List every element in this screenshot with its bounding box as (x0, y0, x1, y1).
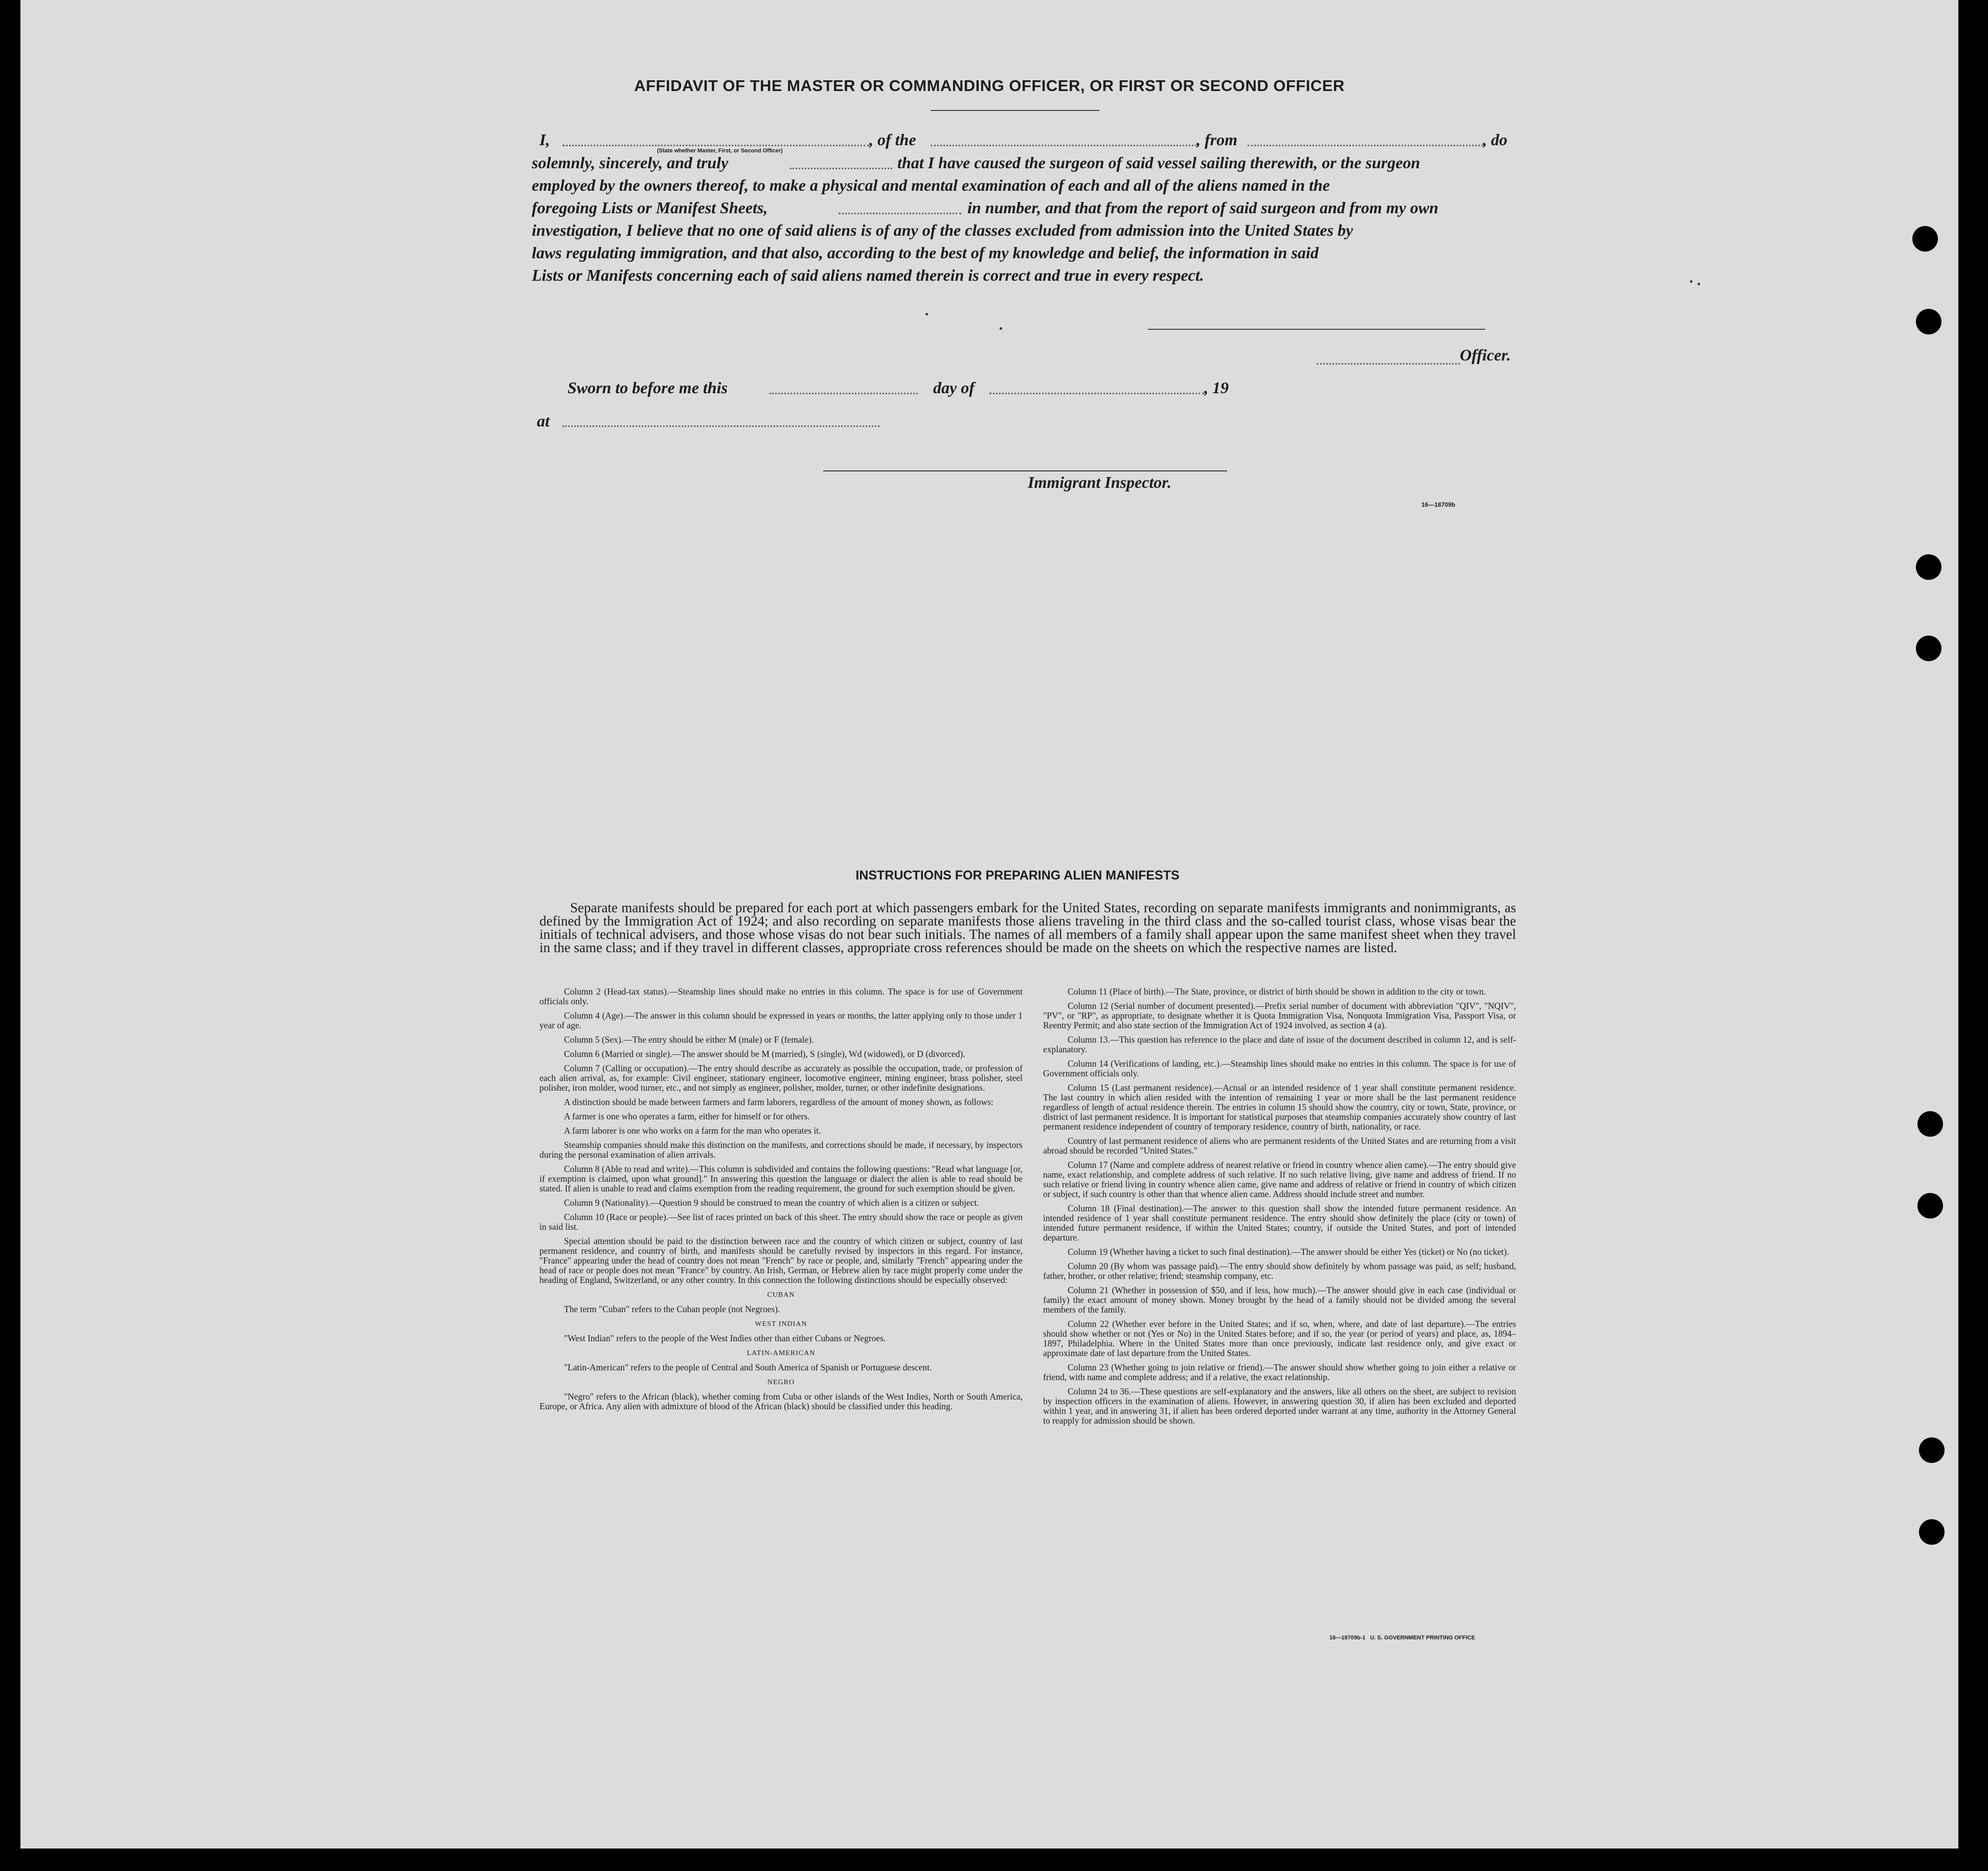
instructions-right-column (1043, 987, 1516, 1430)
aff-foregoing: foregoing Lists or Manifest Sheets, (532, 198, 768, 217)
right-para: Column 21 (Whether in possession of $50, and if less, how much).—The answer should give in each case (individual or family) the exact amount of money shown. Money brought by the head of a family should not be divided among the several members of the family. (1043, 1285, 1516, 1315)
aff-from: , from (1196, 130, 1237, 149)
right-para: Column 19 (Whether having a ticket to such final destination).—The answer should be either Yes (ticket) or No (no ticket). (1068, 1247, 1509, 1257)
ink-speck (1000, 327, 1002, 330)
punch-hole (1916, 636, 1941, 661)
left-para: Column 2 (Head-tax status).—Steamship lines should make no entries in this column. The space is for use of Government officials only. (539, 986, 1023, 1006)
left-para: Column 7 (Calling or occupation).—The entry should describe as accurately as possible the occupation, trade, or profession of each alien arrival, as, for example: Civil engineer, stationary engineer, locomotive engineer, mining engineer, brass polisher, steel polisher, iron molder, wood turner, etc., and not simply as engineer, polisher, molder, turner, or other indefinite designations. (539, 1063, 1023, 1093)
left-para: A distinction should be made between farmers and farm laborers, regardless of the amount of money shown, as follows: (564, 1097, 993, 1107)
month-line[interactable] (989, 393, 1204, 394)
instructions-intro: Separate manifests should be prepared for each port at which passengers embark for the United States, recording on separate manifests immigrants and nonimmigrants, as defined by the Immigration Act of 1924; and also recording on separate manifests those aliens traveling in the third class and the so-called tourist class, whose visas bear the initials of technical advisers, and those whose visas do not bear such initials. The names of all members of a family shall appear upon the same manifest sheet when they travel in the same class; and if they travel in different classes, appropriate cross references should be made on the sheets on which the respective names are listed. (539, 900, 1516, 955)
year-text: , 19 (1204, 378, 1229, 397)
left-para: A farmer is one who operates a farm, either for himself or for others. (564, 1111, 810, 1121)
right-para: Column 17 (Name and complete address of nearest relative or friend in country whence alien came).—The entry should give name, exact relationship, and complete address of such relative. If no such relative living, give name and address of friend. If no such relative or friend living in country whence alien came, give name and address of relative or friend in country of which citizen or subject, if such country is other than that whence alien came. Address should include street and number. (1043, 1160, 1516, 1199)
port-line[interactable] (1248, 145, 1483, 146)
aff-do: , do (1483, 130, 1507, 149)
right-para: Column 24 to 36.—These questions are self-explanatory and the answers, like all others on the sheet, are subject to revision by inspection officers in the examination of aliens. However, in answering question 30, if alien has been excluded and deported within 1 year, and in answering 31, if alien has been ordered deported under warrant at any time, authority in the Attorney General to reapply for admission should be shown. (1043, 1386, 1516, 1426)
sworn-text: Sworn to before me this (568, 378, 728, 397)
right-para: Column 12 (Serial number of document presented).—Prefix serial number of document with abbreviation "QIV", "NQIV", "PV", or "RP", as appropriate, to designate whether it is Quota Immigration Visa, Nonquota Immigration Visa, Passport Visa, or Reentry Permit; and also state section of the Immigration Act of 1924 involved, as section 4 (a). (1043, 1001, 1516, 1030)
negro-heading: NEGRO (767, 1379, 795, 1386)
punch-hole (1916, 554, 1941, 580)
latin-heading: LATIN-AMERICAN (747, 1349, 816, 1357)
place-line[interactable] (562, 425, 879, 427)
right-para: Column 15 (Last permanent residence).—Actual or an intended residence of 1 year shall constitute permanent residence. The last country in which alien resided with the intention of remaining 1 year or more shall be the last permanent residence regardless of length of actual residence therein. The entries in column 15 should show the country, city or town, State, province, or district of last permanent residence. It is important for statistical purposes that steamship companies accurately show country of last permanent residence independent of country of temporary residence, country of birth, nationality, or race. (1043, 1083, 1516, 1132)
left-para: A farm laborer is one who works on a farm for the man who operates it. (564, 1125, 821, 1136)
left-para: Column 10 (Race or people).—See list of races printed on back of this sheet. The entry should show the race or people as given in said list. (539, 1212, 1023, 1232)
left-para: Column 8 (Able to read and write).—This column is subdivided and contains the following questions: "Read what language [or, if exemption is claimed, upon what ground]." In answering this question the language or dialect the alien is able to read should be stated. If alien is unable to read and claims exemption from the reading requirement, the ground for such exemption should be given. (539, 1164, 1023, 1193)
aff-surgeon-text: that I have caused the surgeon of said vessel sailing therewith, or the surgeon (897, 153, 1420, 172)
left-para: Special attention should be paid to the distinction between race and the country of which citizen or subject, country of last permanent residence, and country of birth, and manifests should be carefully revised by inspectors in this regard. For instance, "France" appearing under the head of country does not mean "French" by race or people, and, similarly "French" appearing under the head of race or people does not mean "France" by country. An Irish, German, or Hebrew alien by race might properly come under the heading of England, Switzerland, or any other country. In this connection the following distinctions should be especially observed: (539, 1236, 1023, 1285)
right-para: Column 13.—This question has reference to the place and date of issue of the document described in column 12, and is self-explanatory. (1043, 1034, 1516, 1054)
latin-text: "Latin-American" refers to the people of Central and South America of Spanish or Portuguese descent. (564, 1362, 932, 1372)
sheet-count-line[interactable] (839, 213, 961, 214)
right-para: Column 14 (Verifications of landing, etc.).—Steamship lines should make no entries in this column. The space is for use of Government officials only. (1043, 1058, 1516, 1078)
aff-solemnly: solemnly, sincerely, and truly (532, 153, 729, 172)
west-indian-heading: WEST INDIAN (755, 1320, 807, 1328)
punch-hole (1916, 309, 1941, 334)
negro-text: "Negro" refers to the African (black), whether coming from Cuba or other islands of the West Indies, North or South America, Europe, or Africa. Any alien with admixture of blood of the African (black) should be classified under this heading. (539, 1391, 1023, 1411)
instructions-left-column (539, 987, 1023, 1416)
left-para: Column 5 (Sex).—The entry should be either M (male) or F (female). (564, 1034, 814, 1045)
manifest-sheet (20, 0, 1958, 1849)
instructions-title: INSTRUCTIONS FOR PREPARING ALIEN MANIFESTS (855, 868, 1180, 883)
ink-speck (1690, 280, 1692, 283)
cuban-heading: CUBAN (767, 1291, 795, 1299)
aff-line7: Lists or Manifests concerning each of said aliens named therein is correct and true in every respect. (532, 266, 1204, 284)
inspector-signature-line[interactable] (823, 470, 1227, 471)
right-para: Column 20 (By whom was passage paid).—The entry should show definitely by whom passage was paid, as self; husband, father, brother, or other relative; friend; steamship company, etc. (1043, 1261, 1516, 1281)
right-para: Column 11 (Place of birth).—The State, province, or district of birth should be shown in addition to the city or town. (1068, 986, 1486, 997)
ink-speck (925, 313, 928, 315)
officer-rank-line[interactable] (562, 145, 869, 146)
officer-label: Officer. (1460, 346, 1511, 364)
left-para: Column 4 (Age).—The answer in this column should be expressed in years or months, the latter applying only to those under 1 year of age. (539, 1010, 1023, 1030)
day-line[interactable] (770, 393, 918, 394)
aff-of-the: , of the (869, 130, 916, 149)
cuban-text: The term "Cuban" refers to the Cuban people (not Negroes). (564, 1304, 780, 1314)
right-para: Column 23 (Whether going to join relative or friend).—The answer should show whether going to join either a relative or friend, with name and complete address; and if a relative, the exact relationship. (1043, 1362, 1516, 1382)
right-para: Column 22 (Whether ever before in the United States; and if so, when, where, and date of last departure).—The entries should show whether or not (Yes or No) in the United States before; and if so, the year (or period of years) and place, as, 1894–1897, Philadelphia. Where in the United States more than once previously, indicate last residence only, and give exact or approximate date of last departure from the United States. (1043, 1319, 1516, 1358)
vessel-name-line[interactable] (931, 145, 1196, 146)
aff-line3: employed by the owners thereof, to make a physical and mental examination of each and all of the aliens named in the (532, 176, 1330, 194)
form-number: 16—18709b (1421, 501, 1456, 508)
right-para: Country of last permanent residence of aliens who are permanent residents of the United States and are returning from a visit abroad should be recorded "United States." (1043, 1136, 1516, 1156)
left-para: Column 6 (Married or single).—The answer should be M (married), S (single), Wd (widowed), or D (divorced). (564, 1049, 965, 1059)
punch-hole (1919, 1437, 1945, 1463)
right-para: Column 18 (Final destination).—The answer to this question shall show the intended future permanent residence. An intended residence of 1 year shall constitute permanent residence. The entry should show definitely the place (city or town) of intended future permanent residence, if within the United States; country, if outside the United States, and port of intended departure. (1043, 1203, 1516, 1243)
left-para: Column 9 (Nationality).—Question 9 should be construed to mean the country of which alien is a citizen or subject. (564, 1198, 979, 1208)
aff-line6: laws regulating immigration, and that also, according to the best of my knowledge and belief, the information in said (532, 243, 1319, 262)
punch-hole (1917, 1111, 1943, 1137)
punch-hole (1912, 226, 1938, 252)
day-of-text: day of (933, 378, 975, 397)
aff-in-number: in number, and that from the report of said surgeon and from my own (967, 198, 1439, 217)
officer-signature-line[interactable] (1148, 329, 1485, 330)
aff-i: I, (539, 130, 550, 149)
ink-speck (1698, 283, 1700, 285)
inspector-label: Immigrant Inspector. (1028, 473, 1171, 491)
at-text: at (537, 412, 550, 430)
left-para: Steamship companies should make this distinction on the manifests, and corrections should be made, if necessary, by inspectors during the personal examination of alien arrivals. (539, 1140, 1023, 1160)
west-indian-text: "West Indian" refers to the people of the West Indies other than either Cubans or Negroes. (564, 1333, 886, 1343)
punch-hole (1917, 1193, 1943, 1219)
punch-hole (1919, 1519, 1945, 1545)
printing-office-footer: 16—18709b-1 U. S. GOVERNMENT PRINTING OFFICE (1329, 1635, 1475, 1641)
state-note: (State whether Master, First, or Second Officer) (657, 148, 783, 154)
officer-rank-signature-line[interactable] (1317, 363, 1460, 365)
aff-line5: investigation, I believe that no one of said aliens is of any of the classes excluded from admission into the United States by (532, 221, 1353, 239)
affidavit-title: AFFIDAVIT OF THE MASTER OR COMMANDING OFFICER, OR FIRST OR SECOND OFFICER (634, 77, 1345, 95)
sworn-manner-line[interactable] (790, 168, 892, 169)
title-underline (931, 110, 1099, 111)
